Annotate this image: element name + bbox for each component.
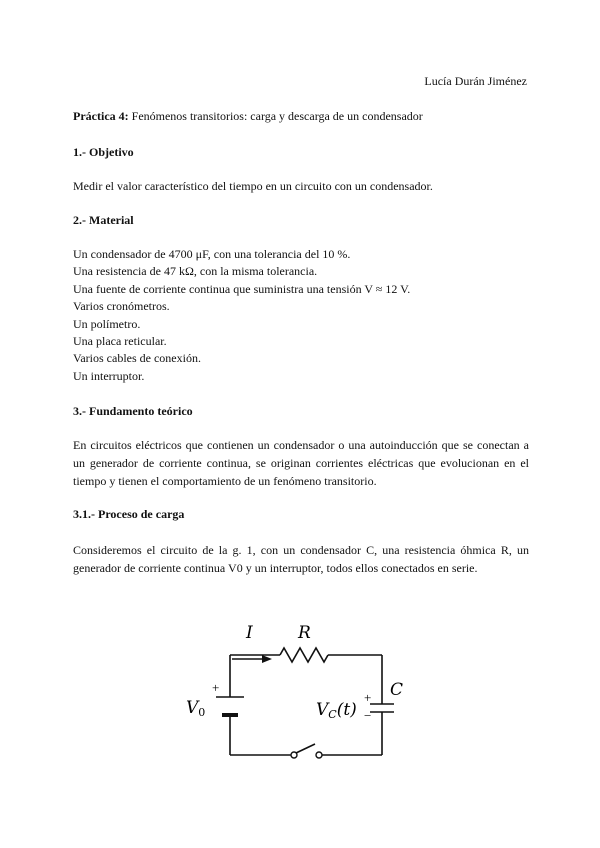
material-item: Una resistencia de 47 kΩ, con la misma tolerancia. — [73, 264, 318, 278]
material-item: Un condensador de 4700 μF, con una tolerancia del 10 %. — [73, 247, 351, 261]
switch-terminal-left — [291, 752, 297, 758]
resistor-symbol — [280, 648, 328, 662]
practice-label: Práctica 4: — [73, 109, 129, 123]
section-heading-proceso-carga: 3.1.- Proceso de carga — [73, 507, 185, 521]
proceso-carga-paragraph: Consideremos el circuito de la g. 1, con un condensador C, una resistencia óhmica R, un generador de corriente continua V0 y un interruptor, todos ellos conectados en serie. — [73, 543, 529, 575]
material-item: Un polímetro. — [73, 317, 141, 331]
current-label: I — [246, 623, 253, 643]
capacitor-label: C — [390, 680, 404, 700]
section-heading-fundamento: 3.- Fundamento teórico — [73, 404, 193, 418]
capacitor-minus-sign: − — [364, 708, 372, 723]
resistor-label: R — [298, 623, 311, 643]
practice-title — [73, 109, 423, 124]
section-heading-objetivo: 1.- Objetivo — [73, 145, 134, 159]
author-name: Lucía Durán Jiménez — [424, 74, 527, 88]
material-item: Una fuente de corriente continua que suministra una tensión V ≈ 12 V. — [73, 282, 411, 296]
section-heading-material: 2.- Material — [73, 213, 134, 227]
fundamento-paragraph: En circuitos eléctricos que contienen un condensador o una autoinducción que se conectan a un generador de corriente continua, se originan corrientes eléctricas que evolucionan en el tiempo y tienen el comportamiento de un fenómeno transitorio. — [73, 438, 529, 488]
rc-circuit-diagram — [176, 615, 426, 775]
switch-blade — [296, 744, 315, 753]
capacitor-plus-sign: + — [364, 690, 372, 705]
source-voltage-label: V0 — [186, 698, 206, 719]
material-item: Varios cables de conexión. — [73, 351, 201, 365]
capacitor-voltage-label: VC(t) — [316, 700, 357, 721]
practice-title-text: Fenómenos transitorios: carga y descarga de un condensador — [131, 109, 423, 123]
switch-terminal-right — [316, 752, 322, 758]
objetivo-text: Medir el valor característico del tiempo en un circuito con un condensador. — [73, 179, 433, 193]
battery-plus-sign: + — [212, 680, 220, 695]
current-arrow-head — [262, 655, 272, 663]
material-item: Un interruptor. — [73, 369, 145, 383]
material-item: Una placa reticular. — [73, 334, 167, 348]
material-item: Varios cronómetros. — [73, 299, 170, 313]
